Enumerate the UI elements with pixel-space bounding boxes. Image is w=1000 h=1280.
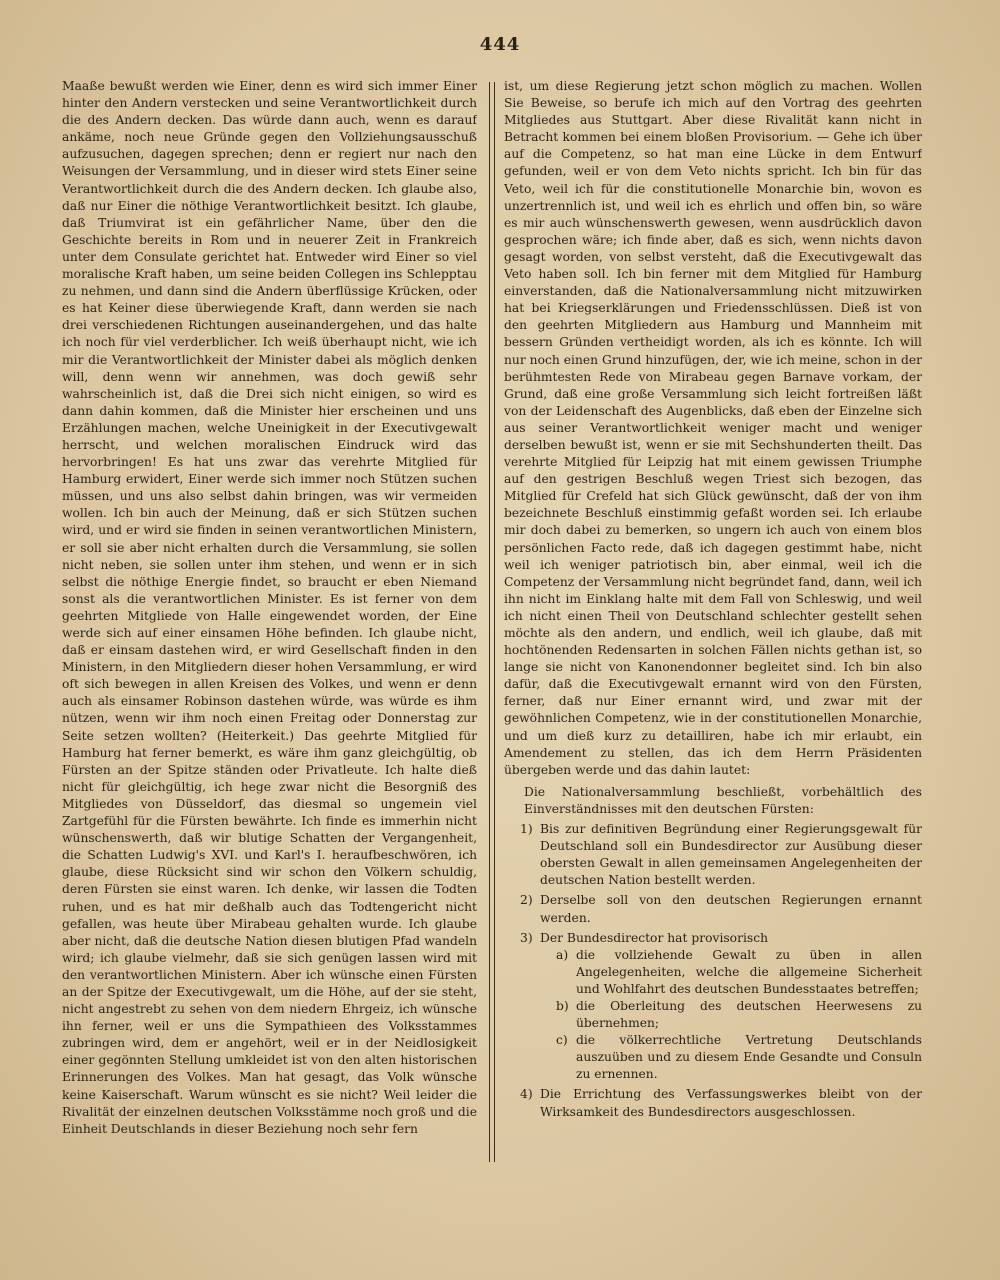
item-number: 2) [520, 893, 533, 908]
resolution-item [504, 930, 922, 947]
left-column [62, 78, 477, 1170]
resolution-item [504, 821, 922, 889]
resolution-subitem [504, 1032, 922, 1083]
item-text: Derselbe soll von den deutschen Regierungen ernannt werden. [540, 893, 922, 925]
right-column [504, 78, 922, 1170]
subitem-letter: c) [556, 1033, 568, 1048]
resolution-item [504, 1086, 922, 1120]
page-number: 444 [479, 34, 521, 55]
subitem-letter: a) [556, 947, 569, 962]
subitem-text: die Oberleitung des deutschen Heerwesens zu übernehmen; [576, 998, 922, 1031]
right-column-text: ist, um diese Regierung jetzt schon möglich zu machen. Wollen Sie Beweise, so berufe ich mich auf den Vortrag des geehrten Mitgliedes aus Stuttgart. Aber diese Rivalität kann nicht in Betracht kommen bei einem bloßen Provisorium. — Gehe ich über auf die Competenz, so hat man eine Lücke in dem Entwurf gefunden, weil er von dem Veto nichts spricht. Ich bin für das Veto, weil ich für die constitutionelle Monarchie bin, wovon es unzertrennlich ist, und weil ich es ehrlich und offen bin, so wäre es mir auch wünschenswerth gewesen, wenn ausdrücklich davon gesprochen wäre; ich finde aber, daß es sich, wenn nichts davon gesagt worden, von selbst versteht, daß die Executivgewalt das Veto haben soll. Ich bin ferner mit dem Mitglied für Hamburg einverstanden, daß die Nationalversammlung nicht mitzuwirken hat bei Kriegserklärungen und Friedensschlüssen. Dieß ist von den geehrten Mitgliedern aus Hamburg und Mannheim mit bessern Gründen vertheidigt worden, als ich es könnte. Ich will nur noch einen Grund hinzufügen, der, wie ich meine, schon in der berühmtesten Rede von Mirabeau gegen Barnave vorkam, der Grund, daß eine große Versammlung sich leicht fortreißen läßt von der Leidenschaft des Augenblicks, daß eben der Einzelne sich aus seiner Verantwortlichkeit weniger macht und weniger derselben bewußt ist, wenn er sie mit Sechshunderten theilt. Das verehrte Mitglied für Leipzig hat mit einem gewissen Triumphe auf den gestrigen Beschluß wegen Triest sich bezogen, das Mitglied für Crefeld hat sich Glück gewünscht, daß der von ihm bezeichnete Beschluß einstimmig gefaßt worden sei. Ich erlaube mir doch dabei zu bemerken, so ungern ich auch von einem blos persönlichen Facto rede, daß ich dagegen gestimmt habe, nicht weil ich weniger patriotisch bin, aber einmal, weil ich die Competenz der Versammlung nicht begründet fand, dann, weil ich ihn nicht im Einklang halte mit dem Fall von Schleswig, und weil ich nicht einen Theil von Deutschland schlechter gestellt sehen möchte als den andern, und endlich, weil ich glaube, daß mit hochtönenden Redensarten in solchen Fällen nichts gethan ist, so lange sie nicht von Kanonendonner begleitet sind. Ich bin also dafür, daß die Executivgewalt ernannt wird von den Fürsten, ferner, daß nur Einer ernannt wird, und zwar mit der gewöhnlichen Competenz, wie in der constitutionellen Monarchie, und um dieß kurz zu detailliren, habe ich mir erlaubt, ein Amendement zu stellen, das ich dem Herrn Präsidenten übergeben werde und das dahin lautet: [504, 79, 922, 777]
item-number: 4) [520, 1087, 533, 1102]
subitem-text: die vollziehende Gewalt zu üben in allen Angelegenheiten, welche die allgemeine Sicherheit und Wohlfahrt des deutschen Bundesstaates betreffen; [576, 947, 922, 996]
resolution-item [504, 892, 922, 926]
subitem-letter: b) [556, 998, 569, 1013]
item-text: Der Bundesdirector hat provisorisch [540, 930, 769, 945]
item-number: 1) [520, 822, 533, 837]
resolution-subitem [504, 998, 922, 1032]
resolution-intro: Die Nationalversammlung beschließt, vorbehältlich des Einverständnisses mit den deutschen Fürsten: [524, 784, 922, 816]
column-divider [489, 82, 495, 1162]
left-column-text: Maaße bewußt werden wie Einer, denn es wird sich immer Einer hinter den Andern verstecken und seine Verantwortlichkeit durch die des Andern decken. Das würde dann auch, wenn es darauf ankäme, noch neue Gründe gegen den Vollziehungsausschuß aufzusuchen, dagegen sprechen; denn er regiert nur nach den Weisungen der Versammlung, und in dieser wird stets Einer seine Verantwortlichkeit durch die des Andern decken. Ich glaube also, daß nur Einer die nöthige Verantwortlichkeit besitzt. Ich glaube, daß Triumvirat ist ein gefährlicher Name, über den die Geschichte bereits in Rom und in neuerer Zeit in Frankreich unter dem Consulate gerichtet hat. Entweder wird Einer so viel moralische Kraft haben, um seine beiden Collegen ins Schlepptau zu nehmen, und dann sind die Andern überflüssige Krücken, oder es hat Keiner diese überwiegende Kraft, dann werden sie nach drei verschiedenen Richtungen auseinandergehen, und das halte ich noch für viel verderblicher. Ich weiß überhaupt nicht, wie ich mir die Verantwortlichkeit der Minister dabei als möglich denken will, denn wenn wir annehmen, was doch gewiß sehr wahrscheinlich ist, daß die Drei sich nicht einigen, so wird es dann dahin kommen, daß die Minister hier erscheinen und uns Erzählungen machen, welche Uneinigkeit in der Executivgewalt herrscht, und welchen moralischen Eindruck wird das hervorbringen! Es hat uns zwar das verehrte Mitglied für Hamburg erwidert, Einer werde sich immer noch Stützen suchen müssen, und uns also selbst dahin bringen, was wir vermeiden wollen. Ich bin auch der Meinung, daß er sich Stützen suchen wird, und er wird sie finden in seinen verantwortlichen Ministern, er soll sie aber nicht erhalten durch die Versammlung, sie sollen nicht neben, sie sollen unter ihm stehen, und wenn er in sich selbst die nöthige Energie findet, so braucht er eben Niemand sonst als die verantwortlichen Minister. Es ist ferner von dem geehrten Mitgliede von Halle eingewendet worden, der Eine werde sich auf einer einsamen Höhe befinden. Ich glaube nicht, daß er einsam dastehen wird, er wird Gesellschaft finden in den Ministern, in den Mitgliedern dieser hohen Versammlung, er wird oft sich bewegen in allen Kreisen des Volkes, und wenn er denn auch als einsamer Robinson dastehen würde, was würde es ihm nützen, wenn wir ihm noch einen Freitag oder Donnerstag zur Seite setzen wollten? (Heiterkeit.) Das geehrte Mitglied für Hamburg hat ferner bemerkt, es wäre ihm ganz gleichgültig, ob Fürsten an der Spitze ständen oder Privatleute. Ich halte dieß nicht für gleichgültig, ich hege zwar nicht die Besorgniß des Mitgliedes von Düsseldorf, das diesmal so ungemein viel Zartgefühl für die Fürsten bewährte. Ich finde es immerhin nicht wünschenswerth, daß wir blutige Schatten der Vergangenheit, die Schatten Ludwig's XVI. und Karl's I. heraufbeschwören, ich glaube, diese Rücksicht sind wir schon den Völkern schuldig, deren Fürsten sie einst waren. Ich denke, wir lassen die Todten ruhen, und es hat mir deßhalb auch das Todtengericht nicht gefallen, was heute über Mirabeau gehalten wurde. Ich glaube aber nicht, daß die deutsche Nation diesen blutigen Pfad wandeln wird; ich glaube vielmehr, daß sie sich genügen lassen wird mit den verantwortlichen Ministern. Aber ich wünsche einen Fürsten an der Spitze der Executivgewalt, um die Höhe, auf der sie steht, nicht angestrebt zu sehen von dem niedern Ehrgeiz, ich wünsche ihn ferner, weil er uns die Sympathieen des Volksstammes zubringen wird, dem er angehört, weil er in der Neidlosigkeit einer gegönnten Stellung umkleidet ist von den alten historischen Erinnerungen des Volkes. Man hat gesagt, das Volk wünsche keine Kaiserschaft. Warum wünscht es sie nicht? Weil leider die Rivalität der einzelnen deutschen Volksstämme noch groß und die Einheit Deutschlands in dieser Beziehung noch sehr fern [62, 79, 477, 1136]
subitem-text: die völkerrechtliche Vertretung Deutschlands auszuüben und zu diesem Ende Gesandte und Consuln zu ernennen. [576, 1033, 922, 1082]
resolution-subitem [504, 947, 922, 998]
item-number: 3) [520, 930, 533, 945]
item-text: Die Errichtung des Verfassungswerkes bleibt von der Wirksamkeit des Bundesdirectors ausgeschlossen. [540, 1087, 922, 1119]
item-text: Bis zur definitiven Begründung einer Regierungsgewalt für Deutschland soll ein Bundesdirector zur Ausübung dieser obersten Gewalt in allen gemeinsamen Angelegenheiten der deutschen Nation bestellt werden. [540, 822, 922, 888]
